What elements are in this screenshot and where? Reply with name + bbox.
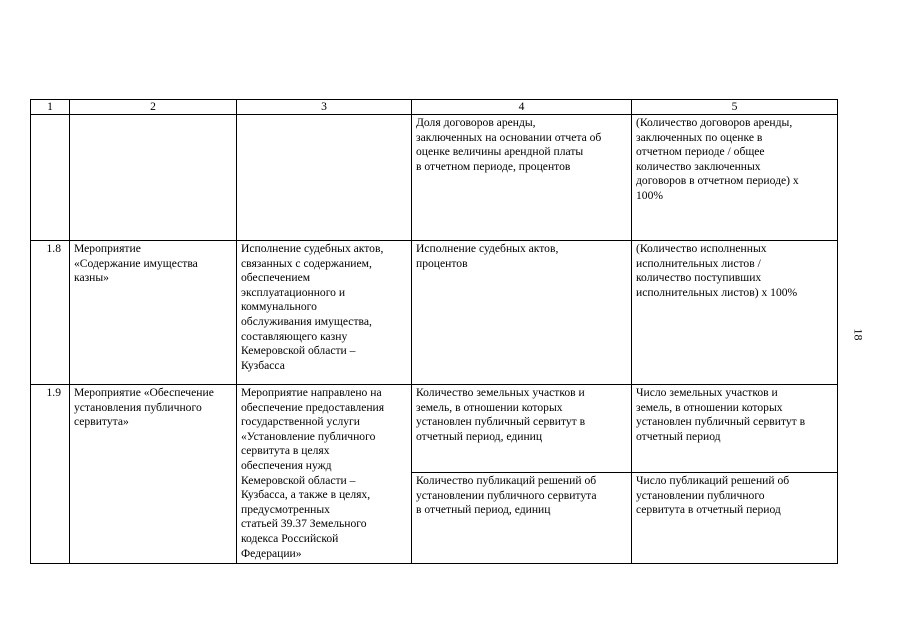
column-number-row — [31, 100, 838, 115]
column-number-3: 3 — [237, 100, 412, 115]
page-number: 18 — [851, 328, 866, 341]
table-row-1-9 — [31, 385, 838, 473]
description-cell: Исполнение судебных актов, связанных с содержанием, обеспечением эксплуатационного и коммунального обслуживания имущества, составляющего казну Кемеровской области – Кузбасса — [237, 241, 412, 385]
cell-empty — [237, 115, 412, 241]
indicator-cell: Исполнение судебных актов, процентов — [412, 241, 632, 385]
indicator-cell: Количество земельных участков и земель, в отношении которых установлен публичный сервитут в отчетный период, единиц — [412, 385, 632, 473]
description-cell: Мероприятие направлено на обеспечение предоставления государственной услуги «Установление публичного сервитута в целях обеспечения нужд Кемеровской области – Кузбасса, а также в целях, предусмотренных статьей 39.37 Земельного кодекса Российской Федерации» — [237, 385, 412, 564]
cell-empty — [31, 115, 70, 241]
formula-cell: Число земельных участков и земель, в отношении которых установлен публичный сервитут в отчетный период — [632, 385, 838, 473]
formula-cell: (Количество договоров аренды, заключенных по оценке в отчетном периоде / общее количество заключенных договоров в отчетном периоде) х 100% — [632, 115, 838, 241]
event-cell: Мероприятие «Обеспечение установления публичного сервитута» — [70, 385, 237, 564]
table-row-continuation — [31, 115, 838, 241]
column-number-5: 5 — [632, 100, 838, 115]
column-number-1: 1 — [31, 100, 70, 115]
formula-cell: (Количество исполненных исполнительных листов / количество поступивших исполнительных листов) х 100% — [632, 241, 838, 385]
column-number-2: 2 — [70, 100, 237, 115]
measures-table — [30, 99, 838, 564]
column-number-4: 4 — [412, 100, 632, 115]
event-cell: Мероприятие «Содержание имущества казны» — [70, 241, 237, 385]
table-row-1-8 — [31, 241, 838, 385]
indicator-cell: Доля договоров аренды, заключенных на основании отчета об оценке величины арендной платы в отчетном периоде, процентов — [412, 115, 632, 241]
indicator-cell: Количество публикаций решений об установлении публичного сервитута в отчетный период, единиц — [412, 473, 632, 564]
formula-cell: Число публикаций решений об установлении публичного сервитута в отчетный период — [632, 473, 838, 564]
row-number: 1.8 — [31, 241, 70, 385]
row-number: 1.9 — [31, 385, 70, 564]
cell-empty — [70, 115, 237, 241]
